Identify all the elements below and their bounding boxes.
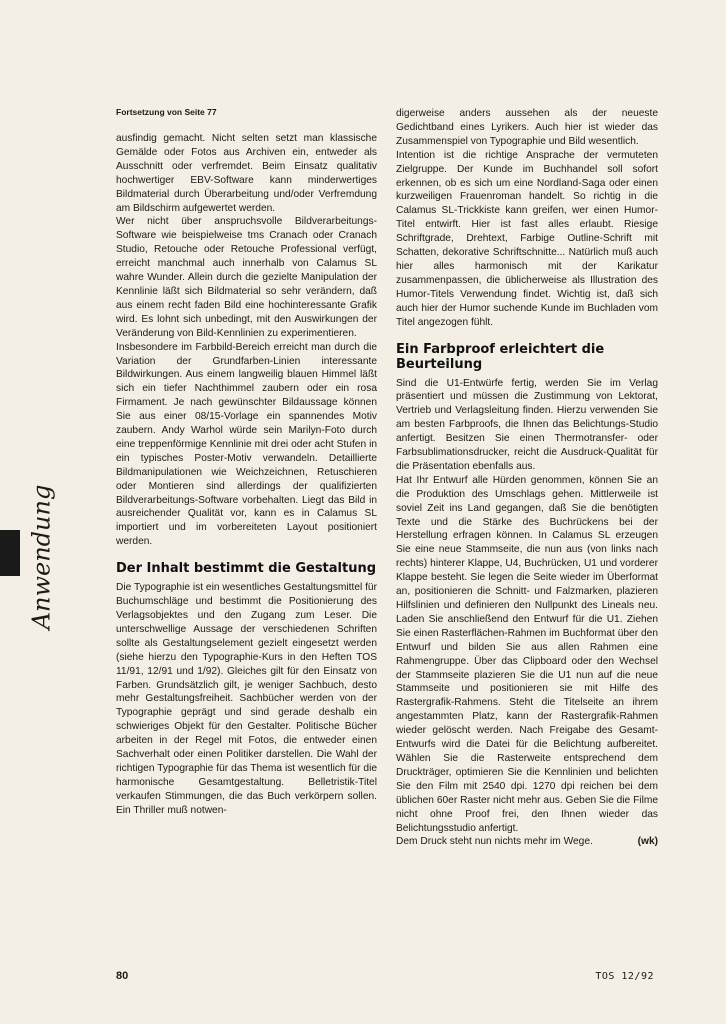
body-paragraph: ausfindig gemacht. Nicht selten setzt man klassische Gemälde oder Fotos aus Archiven ein, entweder als Ausschnitt oder verfremdet. Beim Einsatz qualitativ hochwertiger EBV-Software kann minderwertiges Bildmaterial durch Überarbeitung und/oder Verfremdung am Bildschirm aufgewertet werden. [116, 133, 377, 214]
section-heading: Ein Farbproof erleichtert die Beurteilung [396, 341, 605, 372]
closing-line: Dem Druck steht nun nichts mehr im Wege. [396, 836, 593, 848]
body-paragraph: Sind die U1-Entwürfe fertig, werden Sie im Verlag präsentiert und müssen die Zustimmung von Lektorat, Vertrieb und Verlagsleitung finden. Hierzu verwenden Sie am besten Farbproofs, die Ihnen das Belichtungs-Studio anfertigt. Besitzen Sie einen Thermotransfer- oder Farbsublimationsdrucker, reicht die Ausdruck-Qualität für die Präsentation ebenfalls aus. [396, 377, 658, 472]
section-tab-marker [0, 530, 20, 576]
body-paragraph: Die Typographie ist ein wesentliches Gestaltungsmittel für Buchumschläge und bestimmt die Positionierung des Verlagsobjektes und den Zugang zum Leser. Die unterschwellige Aussage der verschiedenen Schriften sollte als Gestaltungselement gezielt eingesetzt werden (siehe hierzu den Typographie-Kurs in den Heften TOS 11/91, 12/91 und 1/92). Gleiches gilt für den Einsatz von Farben. Grundsätzlich gilt, je weniger Sachbuch, desto mehr Gestaltungsfreiheit. Sachbücher werden von der Typographie geprägt und sind gerade deshalb ein schwieriges Objekt für den Gestalter. Politische Bücher arbeiten in der Regel mit Fotos, die entweder einen Sachverhalt oder einen Politiker darstellen. Die Wahl der richtigen Typographie für das Thema ist wesentlich für die harmonische Gesamtgestaltung. Belletristik-Titel verkaufen Stimmungen, die das Buch verkörpern sollen. Ein Thriller muß notwen- [116, 582, 377, 816]
body-paragraph: Insbesondere im Farbbild-Bereich erreicht man durch die Variation der Grundfarben-Linien interessante Bildwirkungen. Aus einem langweilig blauen Himmel läßt sich ein tiefer Nachthimmel zaubern oder ein rosa Firmament. Je nach gewünschter Bildaussage können Sie aus einer 08/15-Vorlage ein spannendes Motiv zaubern. Andy Warhol würde sein Marilyn-Foto durch eine treppenförmige Kennlinie mit drei oder acht Stufen in ein typisches Poster-Motiv verwandeln. Detaillierte Bildmanipulationen wie Weichzeichnen, Retuschieren oder Montieren sind allerdings der qualifizierten Bildverarbeitungs-Software vorbehalten. Liegt das Bild in ausreichender Qualität vor, kann es in Calamus SL importiert und im vorbereiteten Layout positioniert werden. [116, 341, 377, 548]
issue-label: TOS 12/92 [595, 971, 654, 982]
left-column [116, 132, 377, 818]
section-heading: Der Inhalt bestimmt die Gestaltung [116, 561, 377, 577]
right-column [396, 107, 658, 849]
closing-paragraph [396, 835, 658, 849]
body-paragraph: Intention ist die richtige Ansprache der vermuteten Zielgruppe. Der Kunde im Buchhandel soll sofort erkennen, ob es sich um eine Nordland-Saga oder einen kurzweiligen Frauenroman handelt. So richtig in die Calamus SL-Trickkiste kann greifen, wer einen Humor-Titel entwirft. Hier ist fast alles erlaubt. Riesige Schriftgrade, Drehtext, Farbige Outline-Schrift mit Schatten, dekorative Schriftschnitte... Natürlich muß auch hier alles harmonisch mit der Karikatur zusammenpassen, die üblicherweise als Illustration des Humor-Titels Verwendung findet. Wichtig ist, daß sich auch hier der Humor suchende Kunde im Buchladen vom Titel angezogen fühlt. [396, 149, 658, 328]
continued-from-note: Fortsetzung von Seite 77 [116, 107, 217, 117]
body-paragraph: Wer nicht über anspruchsvolle Bildverarbeitungs-Software wie beispielweise tms Cranach oder Cranach Studio, Retouche oder Retouche Professional verfügt, erreicht manchmal auch innerhalb von Calamus SL wahre Wunder. Allein durch die gezielte Manipulation der Kennlinie läßt sich Bildmaterial so sehr verändern, daß aus einem recht faden Bild eine hochinteressante Grafik wird. Es lohnt sich unbedingt, mit den Auswirkungen der Veränderung von Bild-Kennlinien zu experimentieren. [116, 216, 377, 339]
section-label-text: Anwendung [27, 484, 56, 630]
page-number: 80 [116, 970, 129, 982]
body-paragraph: Hat Ihr Entwurf alle Hürden genommen, können Sie an die Produktion des Umschlags gehen. Mittlerweile ist soviel Zeit ins Land gegangen, daß Sie die benötigten Texte und die Stärke des Buchrückens bei der Herstellung erfragen können. In Calamus SL erzeugen Sie eine neue Stammseite, die nun aus (von links nach rechts) hinterer Klappe, U4, Buchrücken, U1 und vorderer Klappe besteht. Sie legen die Seite wieder im Überformat an, positionieren die Schnitt- und Falzmarken, plazieren Hilfslinien und definieren den Nullpunkt des Lineals neu. Laden Sie anschließend den Entwurf für die U1. Ziehen Sie einen Rasterflächen-Rahmen im Buchformat über den Entwurf und bilden Sie aus allen Rahmen eine Rahmengruppe. Über das Clipboard oder den Wechsel der Stammseite plazieren Sie die U1 nun auf die neue Stammseite und positionieren sie mit Hilfe des Rastergrafik-Rahmens. Steht die Titelseite an ihrem angestammten Platz, kann der Rastergrafik-Rahmen wieder gelöscht werden. Nach Freigabe des Gesamt-Entwurfs wird die Datei für die Belichtung aufbereitet. Wählen Sie die Rasterweite entsprechend dem Druckträger, optimieren Sie die Kennlinien und belichten Sie den Film mit 2540 dpi. 1270 dpi reichen bei dem üblichen 60er Raster nicht mehr aus. Geben Sie die Filme nicht ohne Proof frei, den Ihnen wieder das Belichtungsstudio anfertigt. [396, 474, 658, 834]
body-paragraph: digerweise anders aussehen als der neueste Gedichtband eines Lyrikers. Auch hier ist wieder das Zusammenspiel von Typographie und Bild wesentlich. [396, 108, 658, 147]
section-label [26, 482, 56, 632]
author-signature: (wk) [637, 836, 658, 848]
